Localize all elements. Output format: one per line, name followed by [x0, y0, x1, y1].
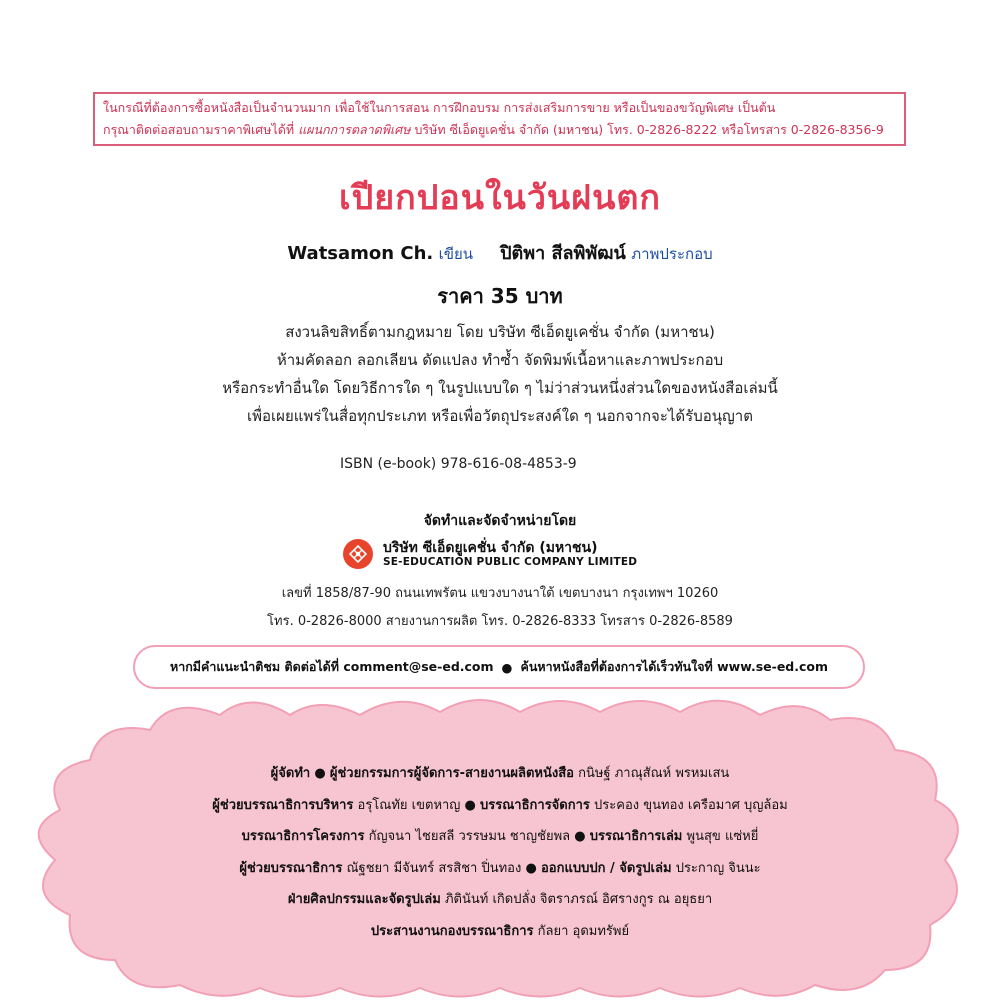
illustrator-role: ภาพประกอบ — [631, 245, 713, 263]
bullet-separator: ● — [574, 829, 586, 844]
staff-line — [0, 790, 1000, 822]
staff-role: บรรณาธิการจัดการ — [480, 797, 590, 813]
staff-names: กัลยา อุดมทรัพย์ — [537, 923, 630, 939]
staff-line — [0, 758, 1000, 790]
staff-names: ประกาญ จินนะ — [675, 860, 761, 876]
distributor-label: จัดทำและจัดจำหน่ายโดย — [423, 513, 577, 529]
staff-names: กัญจนา ไชยสลี วรรษมน ชาญชัยพล — [368, 829, 571, 844]
staff-names: กนิษฐ์ ภาณุสัณห์ พรหมเสน — [578, 766, 730, 781]
staff-line — [0, 884, 1000, 916]
staff-names: ประคอง ขุนทอง เครือมาศ บุญล้อม — [594, 797, 788, 813]
bullet-separator: ● — [464, 797, 476, 813]
contact-banner — [133, 645, 865, 689]
website-contact: ค้นหาหนังสือที่ต้องการได้เร็วทันใจที่ www.se-ed.com — [520, 659, 829, 674]
staff-role: ฝ่ายศิลปกรรมและจัดรูปเล่ม — [287, 892, 441, 907]
book-price: ราคา 35 บาท — [437, 284, 563, 308]
author-role: เขียน — [438, 245, 474, 263]
bullet-separator: ● — [525, 860, 537, 876]
se-ed-logo-icon — [343, 539, 373, 569]
notice-line-1: ในกรณีที่ต้องการซื้อหนังสือเป็นจำนวนมาก เพื่อใช้ในการสอน การฝึกอบรม การส่งเสริมการขาย หรือเป็นของขวัญพิเศษ เป็นต้น — [103, 100, 776, 115]
publisher-address — [0, 580, 1000, 636]
staff-line — [0, 853, 1000, 885]
staff-role: ผู้ช่วยบรรณาธิการ — [239, 860, 343, 876]
staff-role: ประสานงานกองบรรณาธิการ — [370, 923, 534, 939]
staff-credits — [0, 758, 1000, 947]
copyright-line: สงวนลิขสิทธิ์ตามกฎหมาย โดย บริษัท ซีเอ็ดยูเคชั่น จำกัด (มหาชน) — [285, 323, 715, 341]
bullet-separator: ● — [314, 766, 326, 781]
company-name-thai: บริษัท ซีเอ็ดยูเคชั่น จำกัด (มหาชน) — [383, 540, 598, 556]
illustrator-name: ปิติพา สีลพิพัฒน์ — [500, 243, 626, 264]
book-credits — [0, 238, 1000, 267]
staff-role: ผู้จัดทำ — [270, 766, 311, 781]
staff-role: ผู้ช่วยกรรมการผู้จัดการ-สายงานผลิตหนังสือ — [329, 766, 574, 781]
staff-role: ผู้ช่วยบรรณาธิการบริหาร — [212, 797, 354, 813]
address-line: เลขที่ 1858/87-90 ถนนเทพรัตน แขวงบางนาใต้ เขตบางนา กรุงเทพฯ 10260 — [281, 586, 719, 601]
phone-line: โทร. 0-2826-8000 สายงานการผลิต โทร. 0-2826-8333 โทรสาร 0-2826-8589 — [267, 614, 733, 629]
staff-names: ภิตินันท์ เกิดปลั่ง จิตราภรณ์ อิศรางกูร ณ อยุธยา — [444, 892, 713, 907]
staff-line — [0, 916, 1000, 948]
bullet-separator: ● — [501, 659, 513, 675]
author-name: Watsamon Ch. — [287, 243, 434, 264]
isbn: ISBN (e-book) 978-616-08-4853-9 — [340, 456, 577, 472]
notice-department: แผนกการตลาดพิเศษ — [298, 122, 411, 137]
copyright-line: เพื่อเผยแพร่ในสื่อทุกประเภท หรือเพื่อวัตถุประสงค์ใด ๆ นอกจากจะได้รับอนุญาต — [247, 407, 753, 425]
staff-role: ออกแบบปก / จัดรูปเล่ม — [540, 860, 672, 876]
notice-line-2 — [103, 119, 896, 141]
feedback-contact: หากมีคำแนะนำติชม ติดต่อได้ที่ comment@se-ed.com — [169, 659, 494, 674]
staff-names: อรุโณทัย เขตหาญ — [357, 797, 461, 813]
book-title: เปียกปอนในวันฝนตก — [339, 178, 661, 218]
copyright-notice — [0, 318, 1000, 430]
notice-line-2-pre: กรุณาติดต่อสอบถามราคาพิเศษได้ที่ — [103, 122, 299, 137]
staff-names: ณัฐชยา มีจันทร์ สรสิชา ปิ่นทอง — [346, 860, 522, 876]
staff-line — [0, 821, 1000, 853]
staff-role: บรรณาธิการโครงการ — [241, 829, 365, 844]
bulk-order-notice — [93, 92, 906, 146]
company-name-english: SE-EDUCATION PUBLIC COMPANY LIMITED — [383, 556, 638, 568]
staff-role: บรรณาธิการเล่ม — [589, 829, 683, 844]
staff-names: พูนสุข แซ่หยี่ — [686, 829, 759, 844]
copyright-line: ห้ามคัดลอก ลอกเลียน ดัดแปลง ทำซ้ำ จัดพิมพ์เนื้อหาและภาพประกอบ — [276, 351, 724, 369]
notice-line-2-post: บริษัท ซีเอ็ดยูเคชั่น จำกัด (มหาชน) โทร. 0-2826-8222 หรือโทรสาร 0-2826-8356-9 — [410, 122, 884, 137]
copyright-line: หรือกระทำอื่นใด โดยวิธีการใด ๆ ในรูปแบบใด ๆ ไม่ว่าส่วนหนึ่งส่วนใดของหนังสือเล่มนี้ — [222, 379, 778, 397]
